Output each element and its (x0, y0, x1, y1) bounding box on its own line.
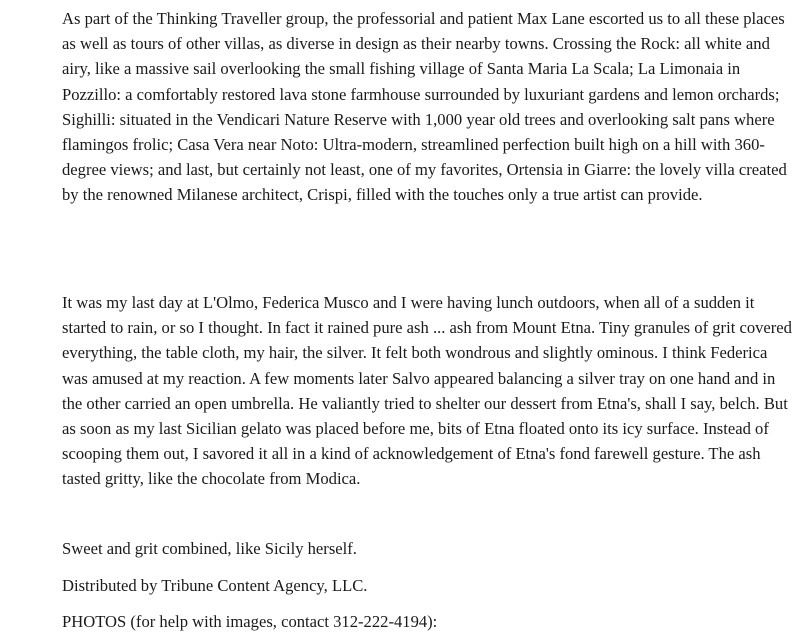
article-paragraph-sweet-grit: Sweet and grit combined, like Sicily herself. (62, 539, 357, 558)
distribution-credit: Distributed by Tribune Content Agency, LLC. (62, 576, 368, 595)
photos-contact-line: PHOTOS (for help with images, contact 312-222-4194): (62, 612, 438, 631)
article-paragraph-etna-ash: It was my last day at L'Olmo, Federica Musco and I were having lunch outdoors, when all of a sudden it started to rain, or so I thought. In fact it rained pure ash ... ash from Mount Etna. Tiny granules of grit covered everything, the table cloth, my hair, the silver. It felt both wondrous and slightly ominous. I think Federica was amused at my reaction. A few moments later Salvo appeared balancing a silver tray on one hand and in the other carried an open umbrella. He valiantly tried to shelter our dessert from Etna's, shall I say, belch. But as soon as my last Sicilian gelato was placed before me, bits of Etna floated onto its icy surface. Instead of scooping them out, I savored it all in a kind of acknowledgement of Etna's fond farewell gesture. The ash tasted gritty, like the chocolate from Modica. (62, 293, 792, 489)
article-paragraph-villas: As part of the Thinking Traveller group, the professorial and patient Max Lane escorted us to all these places as well as tours of other villas, as diverse in design as their nearby towns. Crossing the Rock: all white and airy, like a massive sail overlooking the small fishing village of Santa Maria La Scala; La Limonaia in Pozzillo: a comfortably restored lava stone farmhouse surrounded by luxuriant gardens and lemon orchards; Sighilli: situated in the Vendicari Nature Reserve with 1,000 year old trees and overlooking salt pans where flamingos frolic; Casa Vera near Noto: Ultra-modern, streamlined perfection built high on a hill with 360-degree views; and last, but certainly not least, one of my favorites, Ortensia in Giarre: the lovely villa created by the renowned Milanese architect, Crispi, filled with the touches only a true artist can provide. (62, 9, 787, 205)
